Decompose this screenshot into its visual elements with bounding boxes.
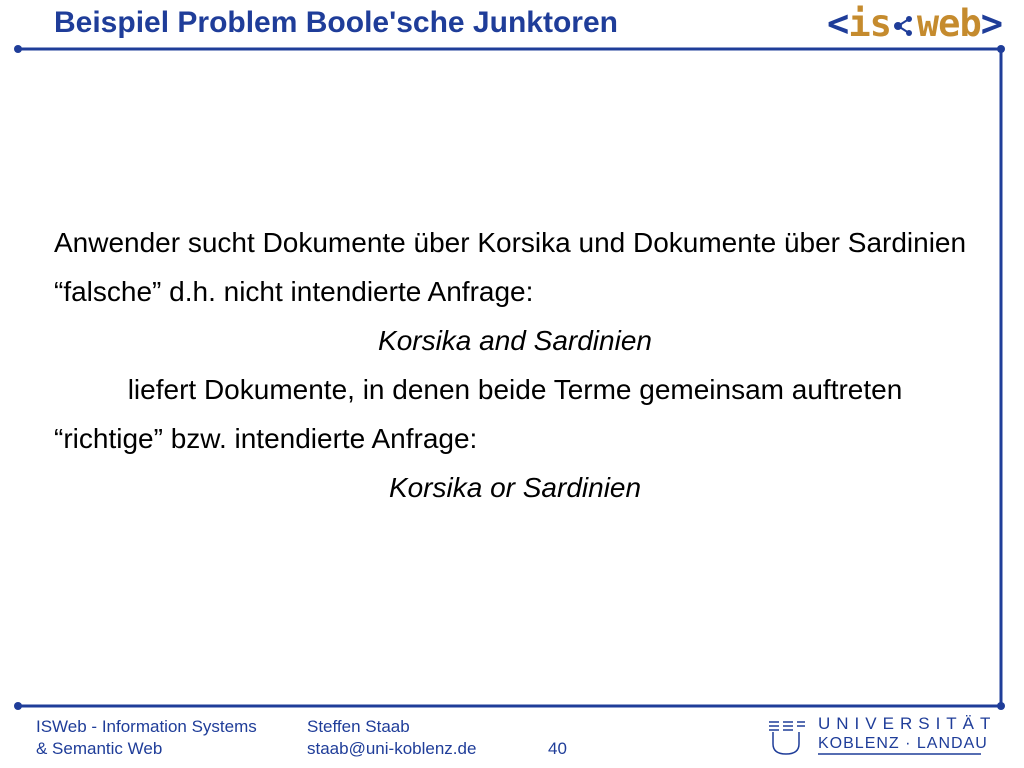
university-line2: KOBLENZ · LANDAU bbox=[818, 735, 988, 752]
slide-body bbox=[54, 226, 976, 520]
logo-is: is bbox=[848, 2, 891, 45]
isweb-logo bbox=[827, 2, 1002, 45]
footer-org-line2: & Semantic Web bbox=[36, 739, 163, 758]
footer-author-name: Steffen Staab bbox=[307, 717, 410, 736]
footer-email: staab@uni-koblenz.de bbox=[307, 739, 477, 758]
query-example: Korsika and Sardinien bbox=[378, 325, 652, 356]
logo-bracket-open: < bbox=[827, 2, 849, 45]
network-node-icon bbox=[892, 15, 916, 37]
footer-organization bbox=[36, 716, 257, 760]
footer-author bbox=[307, 716, 476, 760]
logo-web: web bbox=[916, 2, 981, 45]
query-example: Korsika or Sardinien bbox=[388, 472, 642, 503]
university-name bbox=[818, 714, 996, 754]
page-number: 40 bbox=[548, 739, 567, 758]
body-paragraph: “richtige” bzw. intendierte Anfrage: bbox=[54, 423, 478, 454]
body-paragraph: “falsche” d.h. nicht intendierte Anfrage: bbox=[54, 276, 534, 307]
body-paragraph: liefert Dokumente, in denen beide Terme gemeinsam auftreten bbox=[127, 374, 903, 405]
body-paragraph: Anwender sucht Dokumente über Korsika und Dokumente über Sardinien bbox=[54, 227, 967, 258]
page-title: Beispiel Problem Boole'sche Junktoren bbox=[54, 6, 618, 39]
footer-org-line1: ISWeb - Information Systems bbox=[36, 717, 257, 736]
logo-bracket-close: > bbox=[980, 2, 1002, 45]
university-line1: UNIVERSITÄT bbox=[818, 714, 997, 733]
